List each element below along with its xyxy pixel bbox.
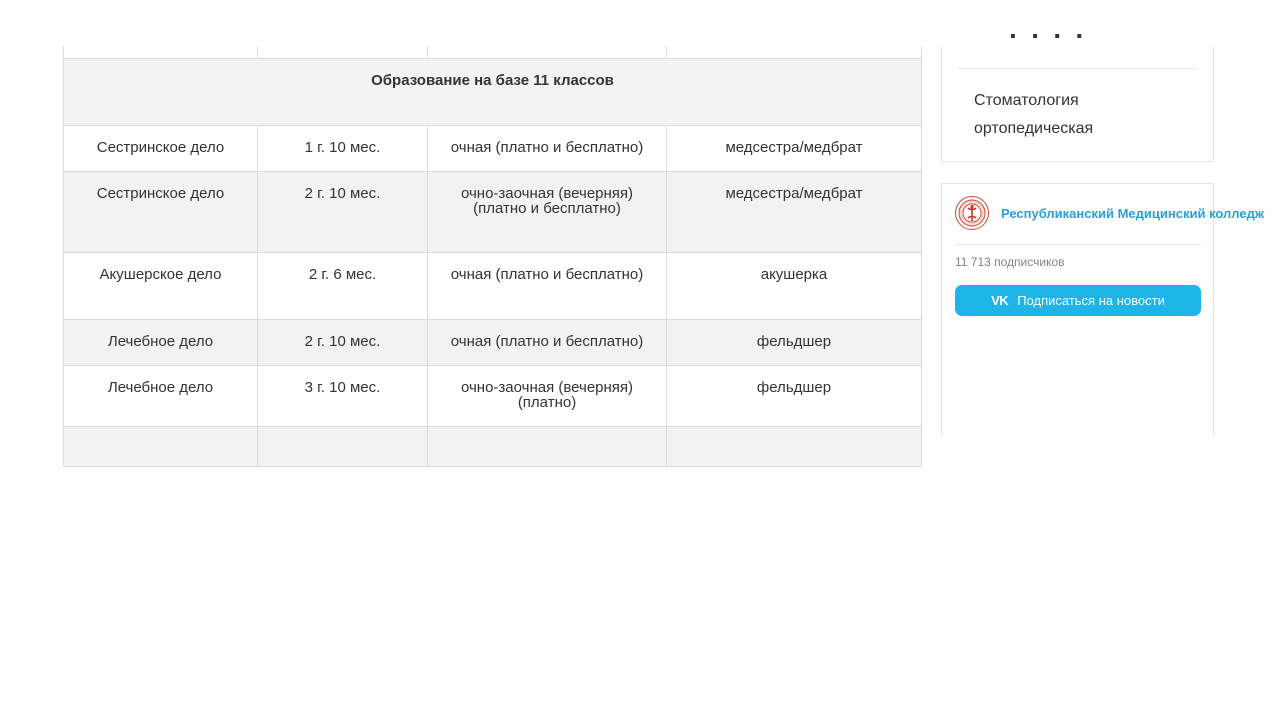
- cell-form: [428, 125, 667, 171]
- form-line: очная (платно и бесплатно): [450, 332, 644, 350]
- cell-duration: 2 г. 10 мес.: [258, 171, 428, 252]
- form-line: (платно и бесплатно): [473, 199, 621, 217]
- table-row-partial-bottom: [64, 426, 922, 466]
- vk-subscribe-label: Подписаться на новости: [1017, 293, 1165, 308]
- cell-duration: 1 г. 10 мес.: [258, 125, 428, 171]
- section-title: Образование на базе 11 классов: [64, 58, 922, 125]
- form-line: очная (платно и бесплатно): [450, 138, 644, 156]
- form-line: (платно): [517, 393, 577, 411]
- cell-duration: 3 г. 10 мес.: [258, 365, 428, 426]
- cell-form: [428, 365, 667, 426]
- cell-duration: 2 г. 6 мес.: [258, 252, 428, 319]
- form-line: очно-заочная (вечерняя): [460, 378, 634, 396]
- cell-specialty: Лечебное дело: [64, 319, 258, 365]
- college-logo-avatar[interactable]: [955, 196, 989, 230]
- cell-specialty: Акушерское дело: [64, 252, 258, 319]
- table-row-partial-top: [64, 46, 922, 58]
- sidebar-item-orthopedic-dentistry[interactable]: Стоматология ортопедическая: [974, 92, 1094, 137]
- cell-form: [428, 171, 667, 252]
- cell-qualification: акушерка: [667, 252, 922, 319]
- cell-qualification: фельдшер: [667, 319, 922, 365]
- cell-form: [428, 252, 667, 319]
- table-section-row: [64, 58, 922, 125]
- cell-duration: 2 г. 10 мес.: [258, 319, 428, 365]
- table-row: [64, 365, 922, 426]
- cell-specialty: Сестринское дело: [64, 125, 258, 171]
- table-row: [64, 319, 922, 365]
- menu-item-cut-off: ▪ ▪ ▪ ▪: [1010, 28, 1089, 45]
- vk-divider: [955, 244, 1201, 245]
- college-emblem-icon: [955, 196, 989, 230]
- cell-specialty: Лечебное дело: [64, 365, 258, 426]
- vk-subscribe-button[interactable]: [955, 285, 1201, 316]
- cell-specialty: Сестринское дело: [64, 171, 258, 252]
- vk-group-name-link[interactable]: Республиканский Медицинский колледж: [1001, 206, 1265, 221]
- cell-form: [428, 319, 667, 365]
- vk-subscriber-count: 11 713 подписчиков: [955, 255, 1065, 269]
- vk-logo-icon: VK: [991, 293, 1009, 308]
- form-line: очно-заочная (вечерняя): [460, 184, 634, 202]
- form-line: очная (платно и бесплатно): [450, 265, 644, 283]
- table-row: [64, 125, 922, 171]
- table-row: [64, 252, 922, 319]
- cell-qualification: медсестра/медбрат: [667, 125, 922, 171]
- programs-table: [63, 46, 922, 467]
- vk-community-widget: [941, 183, 1265, 436]
- cell-qualification: медсестра/медбрат: [667, 171, 922, 252]
- sidebar-menu-card: [941, 46, 1214, 162]
- menu-divider: [958, 68, 1198, 69]
- cell-qualification: фельдшер: [667, 365, 922, 426]
- table-row: [64, 171, 922, 252]
- programs-table-container: [63, 46, 921, 436]
